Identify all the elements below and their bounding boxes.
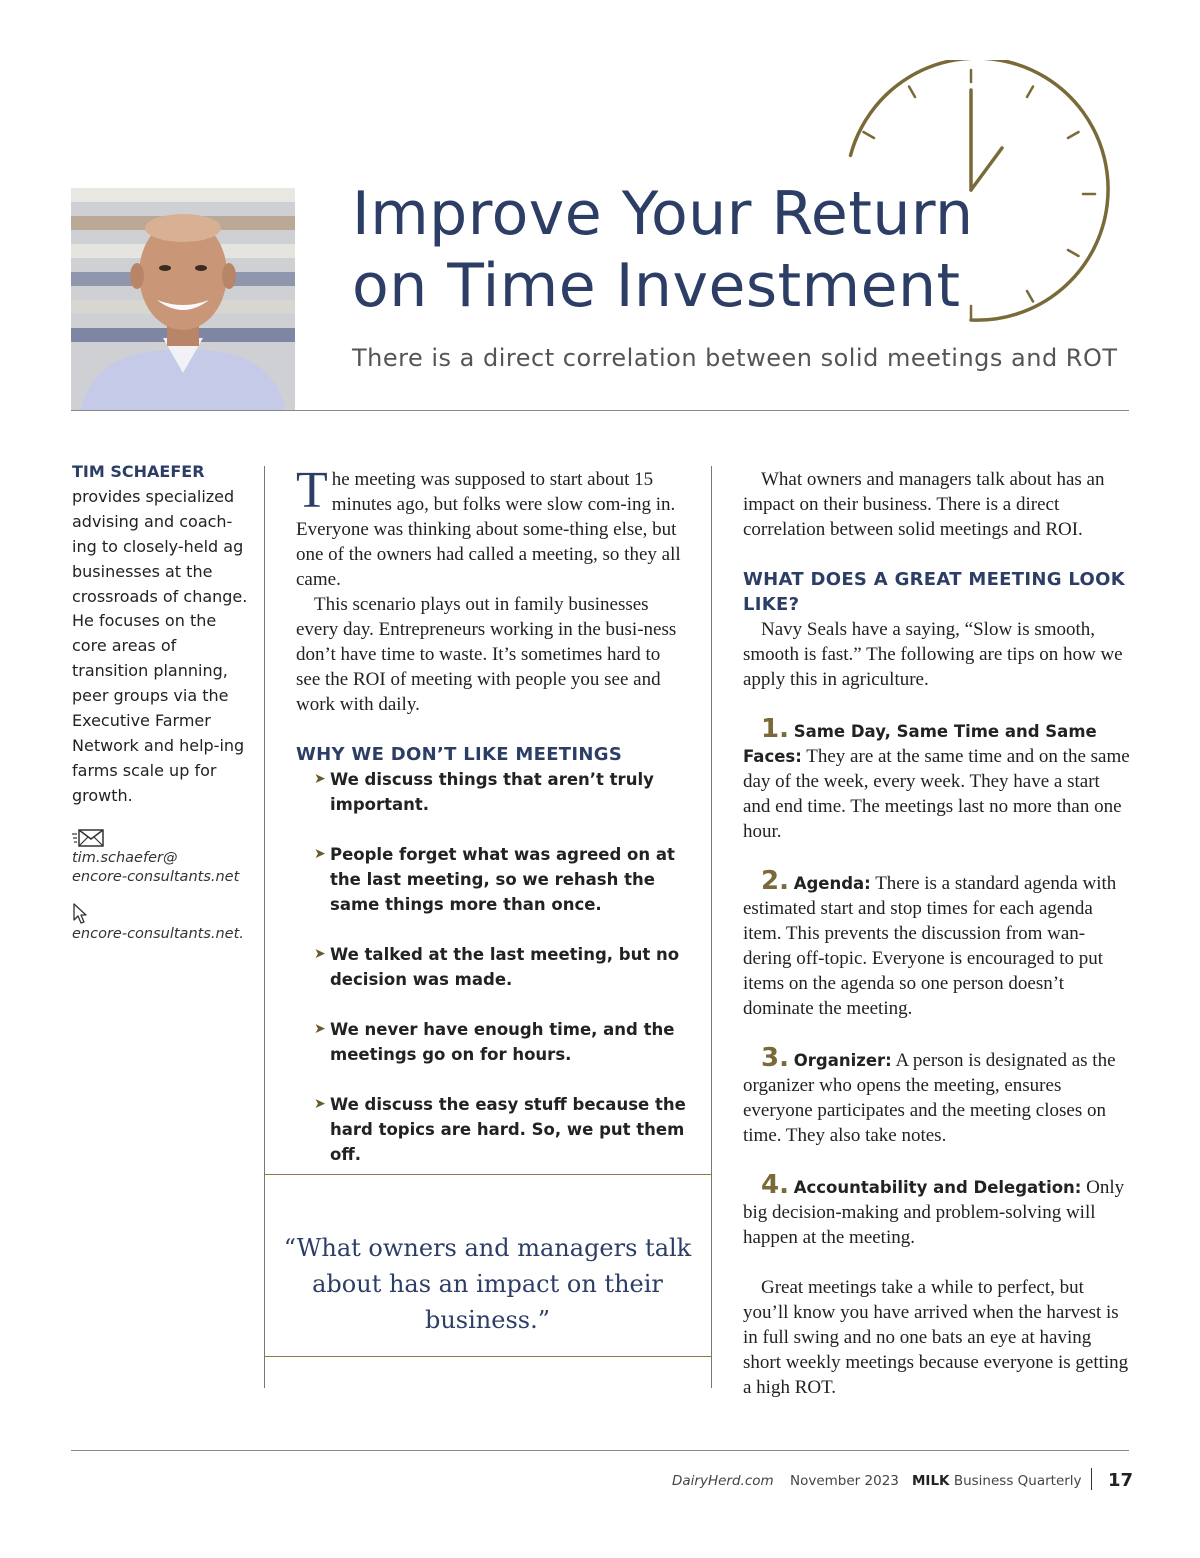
tip-lead: Organizer: (793, 1051, 892, 1070)
author-email-line-2[interactable]: encore-consultants.net (72, 868, 240, 885)
article-subtitle: There is a direct correlation between solid meetings and ROT (352, 344, 1118, 372)
footer-separator (1091, 1468, 1092, 1490)
navy-seals-paragraph: Navy Seals have a saying, “Slow is smooth, smooth is fast.” The following are tips on how we apply this in agriculture. (743, 619, 1123, 690)
column-2 (743, 467, 1131, 1400)
arrow-icon: ➤ (314, 1021, 326, 1037)
tip-number: 4. (761, 1170, 789, 1200)
arrow-icon: ➤ (314, 846, 326, 862)
author-bio: provides specialized advising and coach-ing to closely-held ag businesses at the crossroads of change. He focuses on the core areas of transition planning, peer groups via the Executive Farmer Network and help-ing farms scale up for growth. (72, 486, 248, 805)
tip-lead: Same Day, Same Time and Same Faces: (743, 722, 1097, 766)
author-website[interactable]: encore-consultants.net. (72, 925, 244, 942)
author-photo (71, 188, 295, 410)
pull-quote: “What owners and managers talk about has an impact on their business.” (283, 1234, 692, 1334)
tip-item-1 (743, 714, 1131, 844)
title-line-1: Improve Your Return (352, 179, 974, 249)
tip-lead: Agenda: (793, 874, 871, 893)
heading-great-meeting: WHAT DOES A GREAT MEETING LOOK LIKE? (743, 569, 1125, 615)
pull-quote-rule-bottom (264, 1356, 711, 1357)
tip-text: There is a standard agenda with estimated start and stop times for each agenda item. This prevents the discussion from wan-dering off-topic. Everyone is encouraged to put items on the agenda so one person doesn’t dominate the meeting. (743, 873, 1117, 1019)
tip-item-3 (743, 1043, 1131, 1148)
opening-paragraph (296, 462, 686, 592)
footer-date: November 2023 (790, 1473, 899, 1489)
tip-lead: Accountability and Delegation: (793, 1178, 1082, 1197)
cursor-icon (72, 903, 106, 925)
reasons-list (314, 767, 686, 1167)
drop-cap: T (296, 462, 328, 519)
tip-item-2 (743, 866, 1131, 1021)
author-email-line-1[interactable]: tim.schaefer@ (72, 849, 178, 866)
column-1 (296, 462, 686, 1192)
tip-number: 1. (761, 714, 789, 744)
tip-item-4 (743, 1170, 1131, 1250)
author-name: TIM SCHAEFER (72, 462, 205, 481)
title-line-2: on Time Investment (352, 251, 961, 321)
tip-number: 3. (761, 1043, 789, 1073)
arrow-icon: ➤ (314, 1096, 326, 1112)
list-item (314, 942, 686, 992)
footer-publication (912, 1470, 1082, 1492)
pull-quote-rule-top (264, 1174, 711, 1175)
list-item-text: We talked at the last meeting, but no decision was made. (330, 945, 680, 989)
list-item-text: We never have enough time, and the meetings go on for hours. (330, 1020, 675, 1064)
intro-paragraph: What owners and managers talk about has an impact on their business. There is a direct correlation between solid meetings and ROI. (743, 469, 1105, 540)
publication-name-rest: Business Quarterly (953, 1473, 1082, 1489)
author-sidebar (72, 460, 252, 944)
list-item-text: People forget what was agreed on at the last meeting, so we rehash the same things more than once. (330, 845, 675, 914)
footer-site: DairyHerd.com (672, 1473, 774, 1489)
page-number: 17 (1108, 1470, 1134, 1491)
heading-why-dont-like: WHY WE DON’T LIKE MEETINGS (296, 744, 623, 765)
publication-name-bold: MILK (912, 1473, 950, 1489)
closing-paragraph: Great meetings take a while to perfect, but you’ll know you have arrived when the harvest is in full swing and no one bats an eye at having short weekly meetings because everyone is getting a high ROT. (743, 1277, 1129, 1398)
tip-text: A person is designated as the organizer who opens the meeting, ensures everyone participates and the meeting closes on time. They also take notes. (743, 1050, 1116, 1146)
column-rule-right (711, 466, 712, 1388)
list-item (314, 767, 686, 817)
list-item (314, 1017, 686, 1067)
arrow-icon: ➤ (314, 771, 326, 787)
opening-text: he meeting was supposed to start about 15 minutes ago, but folks were slow com-ing in. Everyone was thinking about some-thing else, but one of the owners had called a meeting, so they all came. (296, 469, 681, 590)
tip-text: Only big decision-making and problem-solving will happen at the meeting. (743, 1177, 1125, 1248)
header-divider (71, 410, 1129, 411)
list-item-text: We discuss things that aren’t truly important. (330, 770, 654, 814)
list-item (314, 842, 686, 917)
tip-number: 2. (761, 866, 789, 896)
footer-divider (71, 1450, 1129, 1451)
tip-text: They are at the same time and on the same day of the week, every week. They have a start and end time. The meetings last no more than one hour. (743, 746, 1130, 842)
clock-icon (840, 60, 1110, 330)
arrow-icon: ➤ (314, 946, 326, 962)
list-item-text: We discuss the easy stuff because the hard topics are hard. So, we put them off. (330, 1095, 686, 1164)
envelope-icon (72, 827, 106, 849)
list-item (314, 1092, 686, 1167)
scenario-paragraph: This scenario plays out in family businesses every day. Entrepreneurs working in the busi-ness don’t have time to waste. It’s sometimes hard to see the ROI of meeting with people you see and work with daily. (296, 594, 677, 715)
